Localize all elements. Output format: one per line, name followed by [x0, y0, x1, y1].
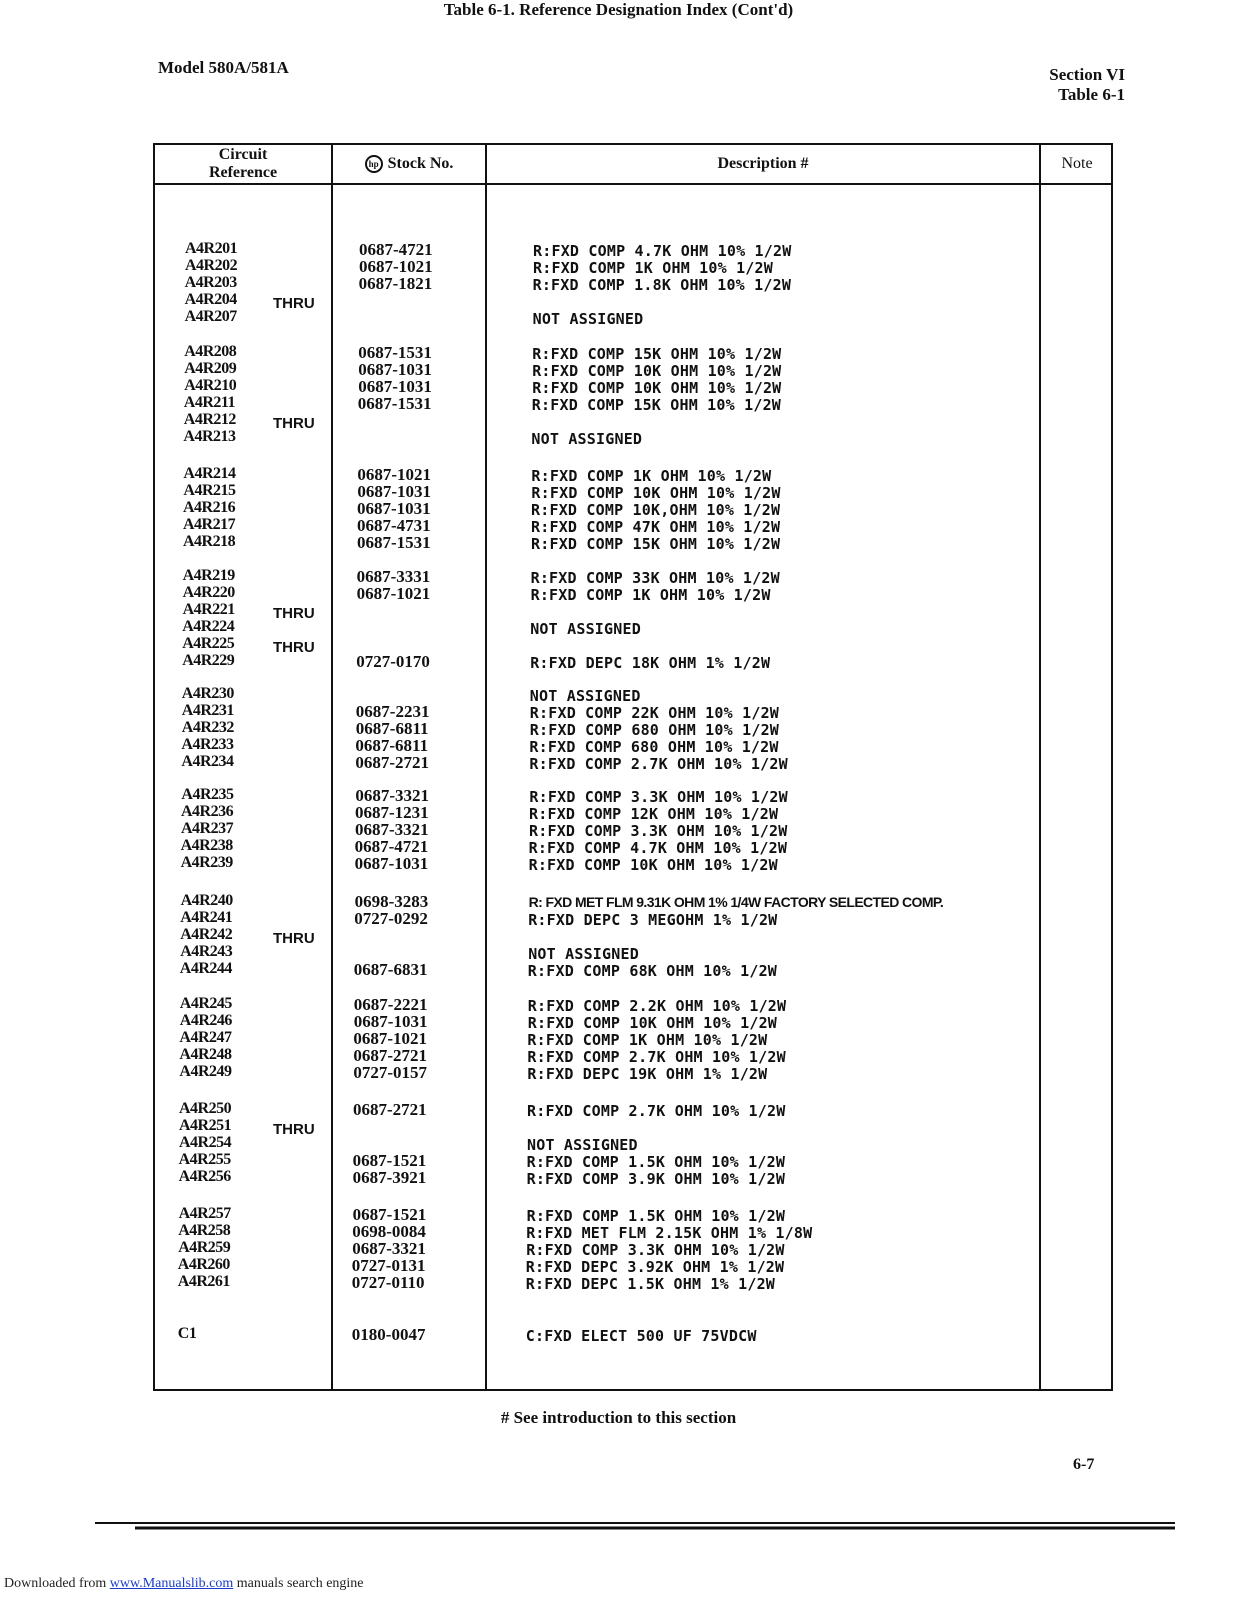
table-row — [155, 702, 1115, 722]
description-cell: R:FXD COMP 3.3K OHM 10% 1/2W — [526, 1241, 785, 1259]
description-cell: R:FXD COMP 3.3K OHM 10% 1/2W — [529, 788, 788, 806]
description-cell: R:FXD COMP 15K OHM 10% 1/2W — [532, 345, 782, 363]
circuit-reference-cell: A4R232 — [181, 719, 234, 736]
circuit-reference-cell: A4R236 — [181, 803, 234, 820]
circuit-reference-cell: A4R212 — [183, 411, 236, 428]
stock-number-cell: 0687-1231 — [355, 803, 429, 822]
stock-number-cell: 0180-0047 — [351, 1325, 426, 1344]
circuit-reference-cell: A4R254 — [179, 1134, 232, 1151]
table-row — [155, 601, 1115, 622]
description-cell: R:FXD COMP 4.7K OHM 10% 1/2W — [533, 242, 792, 260]
table-title: Table 6-1. Reference Designation Index (Cont'd) — [443, 0, 794, 19]
stock-number-cell: 0687-1031 — [358, 360, 432, 379]
circuit-reference-cell: A4R230 — [181, 685, 234, 702]
table-row — [155, 719, 1115, 739]
header-circuit-line2: Reference — [208, 164, 278, 181]
table-row — [155, 1029, 1115, 1049]
description-cell: NOT ASSIGNED — [528, 945, 639, 963]
model-label: Model 580A/581A — [158, 58, 289, 77]
header-note: Note — [1061, 155, 1093, 172]
description-cell: R:FXD COMP 3.9K OHM 10% 1/2W — [526, 1170, 786, 1188]
table-row — [155, 943, 1115, 963]
section-line: Section VI — [1049, 65, 1125, 84]
stock-number-cell: 0687-1821 — [358, 274, 433, 293]
stock-number-cell: 0727-0157 — [353, 1063, 428, 1082]
table-row — [155, 652, 1115, 672]
table-row — [155, 377, 1115, 397]
footer-suffix: manuals search engine — [233, 1576, 364, 1591]
description-cell: R:FXD COMP 2.7K OHM 10% 1/2W — [529, 755, 788, 773]
thru-label: THRU — [273, 1121, 315, 1138]
footer-prefix: Downloaded from — [4, 1576, 110, 1591]
circuit-reference-cell: A4R243 — [180, 943, 233, 960]
table-row — [155, 394, 1115, 414]
table-row — [155, 909, 1115, 929]
table-row — [155, 584, 1115, 604]
circuit-reference-cell: C1 — [177, 1325, 197, 1342]
description-cell: R:FXD COMP 1.5K OHM 10% 1/2W — [526, 1207, 786, 1225]
stock-number-cell: 0698-3283 — [354, 892, 429, 911]
table-row — [155, 786, 1115, 806]
table-row — [155, 1325, 1115, 1345]
table-row — [155, 274, 1115, 294]
circuit-reference-cell: A4R234 — [181, 753, 234, 770]
table-row — [155, 1168, 1115, 1188]
page-number: 6-7 — [1073, 1456, 1095, 1473]
circuit-reference-cell: A4R218 — [183, 533, 236, 550]
circuit-reference-cell: A4R225 — [182, 635, 235, 652]
circuit-reference-cell: A4R210 — [184, 377, 237, 394]
download-footer — [4, 1576, 364, 1592]
table-row — [155, 837, 1115, 857]
circuit-reference-cell: A4R257 — [178, 1205, 231, 1222]
circuit-reference-cell: A4R217 — [183, 516, 236, 533]
circuit-reference-cell: A4R259 — [178, 1239, 231, 1256]
description-cell: R:FXD DEPC 1.5K OHM 1% 1/2W — [525, 1275, 776, 1293]
description-cell: R:FXD COMP 22K OHM 10% 1/2W — [529, 704, 780, 722]
description-cell: R:FXD COMP 10K OHM 10% 1/2W — [532, 379, 782, 397]
stock-number-cell: 0727-0131 — [351, 1256, 426, 1275]
description-cell: R:FXD COMP 15K OHM 10% 1/2W — [531, 396, 782, 414]
circuit-reference-cell: A4R231 — [181, 702, 234, 719]
table-row — [155, 1151, 1115, 1171]
stock-number-cell: 0698-0084 — [352, 1222, 426, 1241]
stock-number-cell: 0687-2721 — [355, 753, 430, 772]
circuit-reference-cell: A4R260 — [177, 1256, 230, 1273]
description-cell: R:FXD COMP 15K OHM 10% 1/2W — [531, 535, 781, 553]
stock-number-cell: 0687-1021 — [359, 257, 433, 276]
table-row — [155, 1256, 1115, 1276]
description-cell: R:FXD DEPC 3 MEGOHM 1% 1/2W — [528, 911, 778, 929]
description-cell: R:FXD COMP 68K OHM 10% 1/2W — [527, 962, 778, 980]
table-row — [155, 618, 1115, 638]
stock-number-cell: 0687-1021 — [353, 1029, 428, 1048]
description-cell: R:FXD COMP 10K OHM 10% 1/2W — [532, 362, 782, 380]
description-cell: R:FXD COMP 1.5K OHM 10% 1/2W — [526, 1153, 786, 1171]
table-row — [155, 1063, 1115, 1083]
table-row — [155, 257, 1115, 277]
footer-link[interactable]: www.Manualslib.com — [109, 1576, 234, 1591]
circuit-reference-cell: A4R238 — [180, 837, 233, 854]
thru-label: THRU — [273, 605, 315, 622]
table-row — [155, 854, 1115, 874]
header-divider — [155, 183, 1111, 185]
circuit-reference-cell: A4R233 — [181, 736, 234, 753]
bottom-rule — [95, 1520, 1175, 1532]
table-row — [155, 1205, 1115, 1225]
table-row — [155, 926, 1115, 947]
stock-number-cell: 0687-1031 — [354, 854, 429, 873]
stock-number-cell: 0687-1031 — [357, 499, 431, 518]
circuit-reference-cell: A4R249 — [179, 1063, 232, 1080]
stock-number-cell: 0687-3921 — [352, 1168, 427, 1187]
circuit-reference-cell: A4R242 — [180, 926, 233, 943]
stock-number-cell: 0687-3321 — [355, 820, 429, 839]
stock-number-cell: 0687-3321 — [352, 1239, 426, 1258]
table-row — [155, 567, 1115, 587]
table-row — [155, 360, 1115, 380]
table-row — [155, 308, 1115, 328]
table-row — [155, 291, 1115, 312]
stock-number-cell: 0687-1521 — [352, 1205, 427, 1224]
footnote: # See introduction to this section — [500, 1408, 737, 1427]
stock-number-cell: 0687-1021 — [356, 584, 431, 603]
circuit-reference-cell: A4R240 — [180, 892, 233, 909]
circuit-reference-cell: A4R256 — [178, 1168, 231, 1185]
circuit-reference-cell: A4R204 — [184, 291, 237, 308]
table-row — [155, 1273, 1115, 1293]
table-ref-line: Table 6-1 — [1058, 85, 1125, 104]
circuit-reference-cell: A4R258 — [178, 1222, 231, 1239]
table-row — [155, 803, 1115, 823]
stock-number-cell: 0687-2721 — [353, 1046, 428, 1065]
circuit-reference-cell: A4R237 — [181, 820, 234, 837]
table-row — [155, 635, 1115, 656]
stock-number-cell: 0687-1031 — [357, 482, 432, 501]
description-cell: R: FXD MET FLM 9.31K OHM 1% 1/4W FACTORY SELECTED COMP. — [528, 894, 944, 910]
circuit-reference-cell: A4R246 — [179, 1012, 232, 1029]
stock-number-cell: 0687-6811 — [355, 719, 429, 738]
description-cell: R:FXD COMP 47K OHM 10% 1/2W — [531, 518, 781, 536]
stock-number-cell: 0727-0170 — [356, 652, 430, 671]
header-stock-label: Stock No. — [387, 155, 454, 172]
stock-number-cell: 0687-1521 — [352, 1151, 427, 1170]
table-row — [155, 1012, 1115, 1032]
stock-number-cell: 0687-1531 — [357, 533, 431, 552]
circuit-reference-cell: A4R245 — [179, 995, 232, 1012]
thru-label: THRU — [273, 639, 315, 656]
circuit-reference-cell: A4R241 — [180, 909, 233, 926]
stock-number-cell: 0687-3321 — [355, 786, 430, 805]
description-cell: R:FXD COMP 4.7K OHM 10% 1/2W — [528, 839, 788, 857]
description-cell: R:FXD DEPC 19K OHM 1% 1/2W — [527, 1065, 768, 1083]
stock-number-cell: 0687-1021 — [357, 465, 432, 484]
table-row — [155, 753, 1115, 773]
thru-label: THRU — [273, 295, 315, 312]
circuit-reference-cell: A4R215 — [183, 482, 236, 499]
description-cell: R:FXD COMP 10K OHM 10% 1/2W — [527, 1014, 778, 1032]
description-cell: R:FXD COMP 3.3K OHM 10% 1/2W — [529, 822, 788, 840]
table-row — [155, 465, 1115, 485]
header-circuit-line1: Circuit — [218, 146, 268, 163]
circuit-reference-cell: A4R239 — [180, 854, 233, 871]
description-cell: R:FXD COMP 12K OHM 10% 1/2W — [529, 805, 779, 823]
stock-number-cell: 0687-1531 — [358, 343, 432, 362]
circuit-reference-cell: A4R202 — [185, 257, 238, 274]
description-cell: R:FXD COMP 1K OHM 10% 1/2W — [530, 586, 771, 604]
circuit-reference-cell: A4R219 — [182, 567, 235, 584]
circuit-reference-cell: A4R221 — [182, 601, 235, 618]
description-cell: R:FXD COMP 1K OHM 10% 1/2W — [533, 259, 773, 277]
circuit-reference-cell: A4R248 — [179, 1046, 232, 1063]
stock-number-cell: 0727-0110 — [351, 1273, 425, 1292]
circuit-reference-cell: A4R214 — [183, 465, 236, 482]
description-cell: R:FXD COMP 1.8K OHM 10% 1/2W — [532, 276, 792, 294]
table-row — [155, 516, 1115, 536]
stock-number-cell: 0687-1031 — [358, 377, 432, 396]
circuit-reference-cell: A4R224 — [182, 618, 235, 635]
circuit-reference-cell: A4R235 — [181, 786, 234, 803]
table-row — [155, 1134, 1115, 1154]
description-cell: C:FXD ELECT 500 UF 75VDCW — [525, 1327, 757, 1345]
table-row — [155, 533, 1115, 553]
circuit-reference-cell: A4R213 — [183, 428, 236, 445]
description-cell: NOT ASSIGNED — [530, 620, 641, 638]
description-cell: R:FXD COMP 2.7K OHM 10% 1/2W — [527, 1102, 786, 1120]
circuit-reference-cell: A4R201 — [185, 240, 238, 257]
circuit-reference-cell: A4R251 — [179, 1117, 232, 1134]
stock-number-cell: 0687-4731 — [357, 516, 431, 535]
table-row — [155, 343, 1115, 363]
table-row — [155, 1046, 1115, 1066]
circuit-reference-cell: A4R247 — [179, 1029, 232, 1046]
stock-number-cell: 0687-2231 — [355, 702, 430, 721]
stock-number-cell: 0687-4721 — [359, 240, 433, 259]
description-cell: R:FXD COMP 2.7K OHM 10% 1/2W — [527, 1048, 786, 1066]
thru-label: THRU — [273, 930, 315, 947]
header-description: Description # — [717, 155, 809, 172]
table-row — [155, 428, 1115, 448]
description-cell: R:FXD MET FLM 2.15K OHM 1% 1/8W — [526, 1224, 813, 1242]
table-row — [155, 240, 1115, 260]
circuit-reference-cell: A4R244 — [179, 960, 232, 977]
header-circuit-reference — [155, 145, 331, 183]
description-cell: R:FXD COMP 2.2K OHM 10% 1/2W — [527, 997, 787, 1015]
stock-number-cell: 0687-1031 — [353, 1012, 428, 1031]
circuit-reference-cell: A4R216 — [183, 499, 236, 516]
stock-number-cell: 0687-2721 — [353, 1100, 427, 1119]
table-row — [155, 1222, 1115, 1242]
description-cell: NOT ASSIGNED — [531, 430, 643, 448]
description-cell: R:FXD COMP 680 OHM 10% 1/2W — [529, 721, 780, 739]
circuit-reference-cell: A4R229 — [182, 652, 235, 669]
table-row — [155, 1117, 1115, 1138]
description-cell: NOT ASSIGNED — [532, 310, 644, 328]
description-cell: NOT ASSIGNED — [527, 1136, 638, 1154]
stock-number-cell: 0687-1531 — [357, 394, 432, 413]
description-cell: NOT ASSIGNED — [529, 687, 641, 705]
circuit-reference-cell: A4R203 — [184, 274, 237, 291]
stock-number-cell: 0687-2221 — [353, 995, 428, 1014]
section-label — [1049, 65, 1125, 105]
description-cell: R:FXD COMP 1K OHM 10% 1/2W — [531, 467, 772, 485]
thru-label: THRU — [273, 415, 315, 432]
hp-logo-icon: hp — [365, 155, 383, 173]
description-cell: R:FXD COMP 10K OHM 10% 1/2W — [531, 484, 781, 502]
description-cell: R:FXD DEPC 3.92K OHM 1% 1/2W — [525, 1258, 785, 1276]
table-row — [155, 892, 1115, 909]
stock-number-cell: 0727-0292 — [354, 909, 428, 928]
circuit-reference-cell: A4R209 — [184, 360, 237, 377]
parts-table — [153, 143, 1113, 1391]
table-row — [155, 499, 1115, 519]
circuit-reference-cell: A4R211 — [183, 394, 236, 411]
description-cell: R:FXD COMP 1K OHM 10% 1/2W — [527, 1031, 768, 1049]
table-row — [155, 736, 1115, 756]
table-row — [155, 960, 1115, 980]
description-cell: R:FXD COMP 33K OHM 10% 1/2W — [530, 569, 780, 587]
description-cell: R:FXD DEPC 18K OHM 1% 1/2W — [530, 654, 771, 672]
stock-number-cell: 0687-6831 — [353, 960, 428, 979]
table-row — [155, 1239, 1115, 1259]
description-cell: R:FXD COMP 10K,OHM 10% 1/2W — [531, 501, 781, 519]
circuit-reference-cell: A4R207 — [184, 308, 237, 325]
table-row — [155, 995, 1115, 1015]
description-cell: R:FXD COMP 680 OHM 10% 1/2W — [529, 738, 779, 756]
table-row — [155, 482, 1115, 502]
table-row — [155, 1100, 1115, 1120]
stock-number-cell: 0687-6811 — [355, 736, 429, 755]
stock-number-cell: 0687-4721 — [354, 837, 429, 856]
circuit-reference-cell: A4R220 — [182, 584, 235, 601]
table-row — [155, 411, 1115, 432]
circuit-reference-cell: A4R250 — [179, 1100, 232, 1117]
table-row — [155, 820, 1115, 840]
header-stock-no — [333, 145, 485, 183]
circuit-reference-cell: A4R261 — [177, 1273, 230, 1290]
description-cell: R:FXD COMP 10K OHM 10% 1/2W — [528, 856, 778, 874]
circuit-reference-cell: A4R208 — [184, 343, 237, 360]
table-row — [155, 685, 1115, 705]
stock-number-cell: 0687-3331 — [356, 567, 431, 586]
circuit-reference-cell: A4R255 — [178, 1151, 231, 1168]
